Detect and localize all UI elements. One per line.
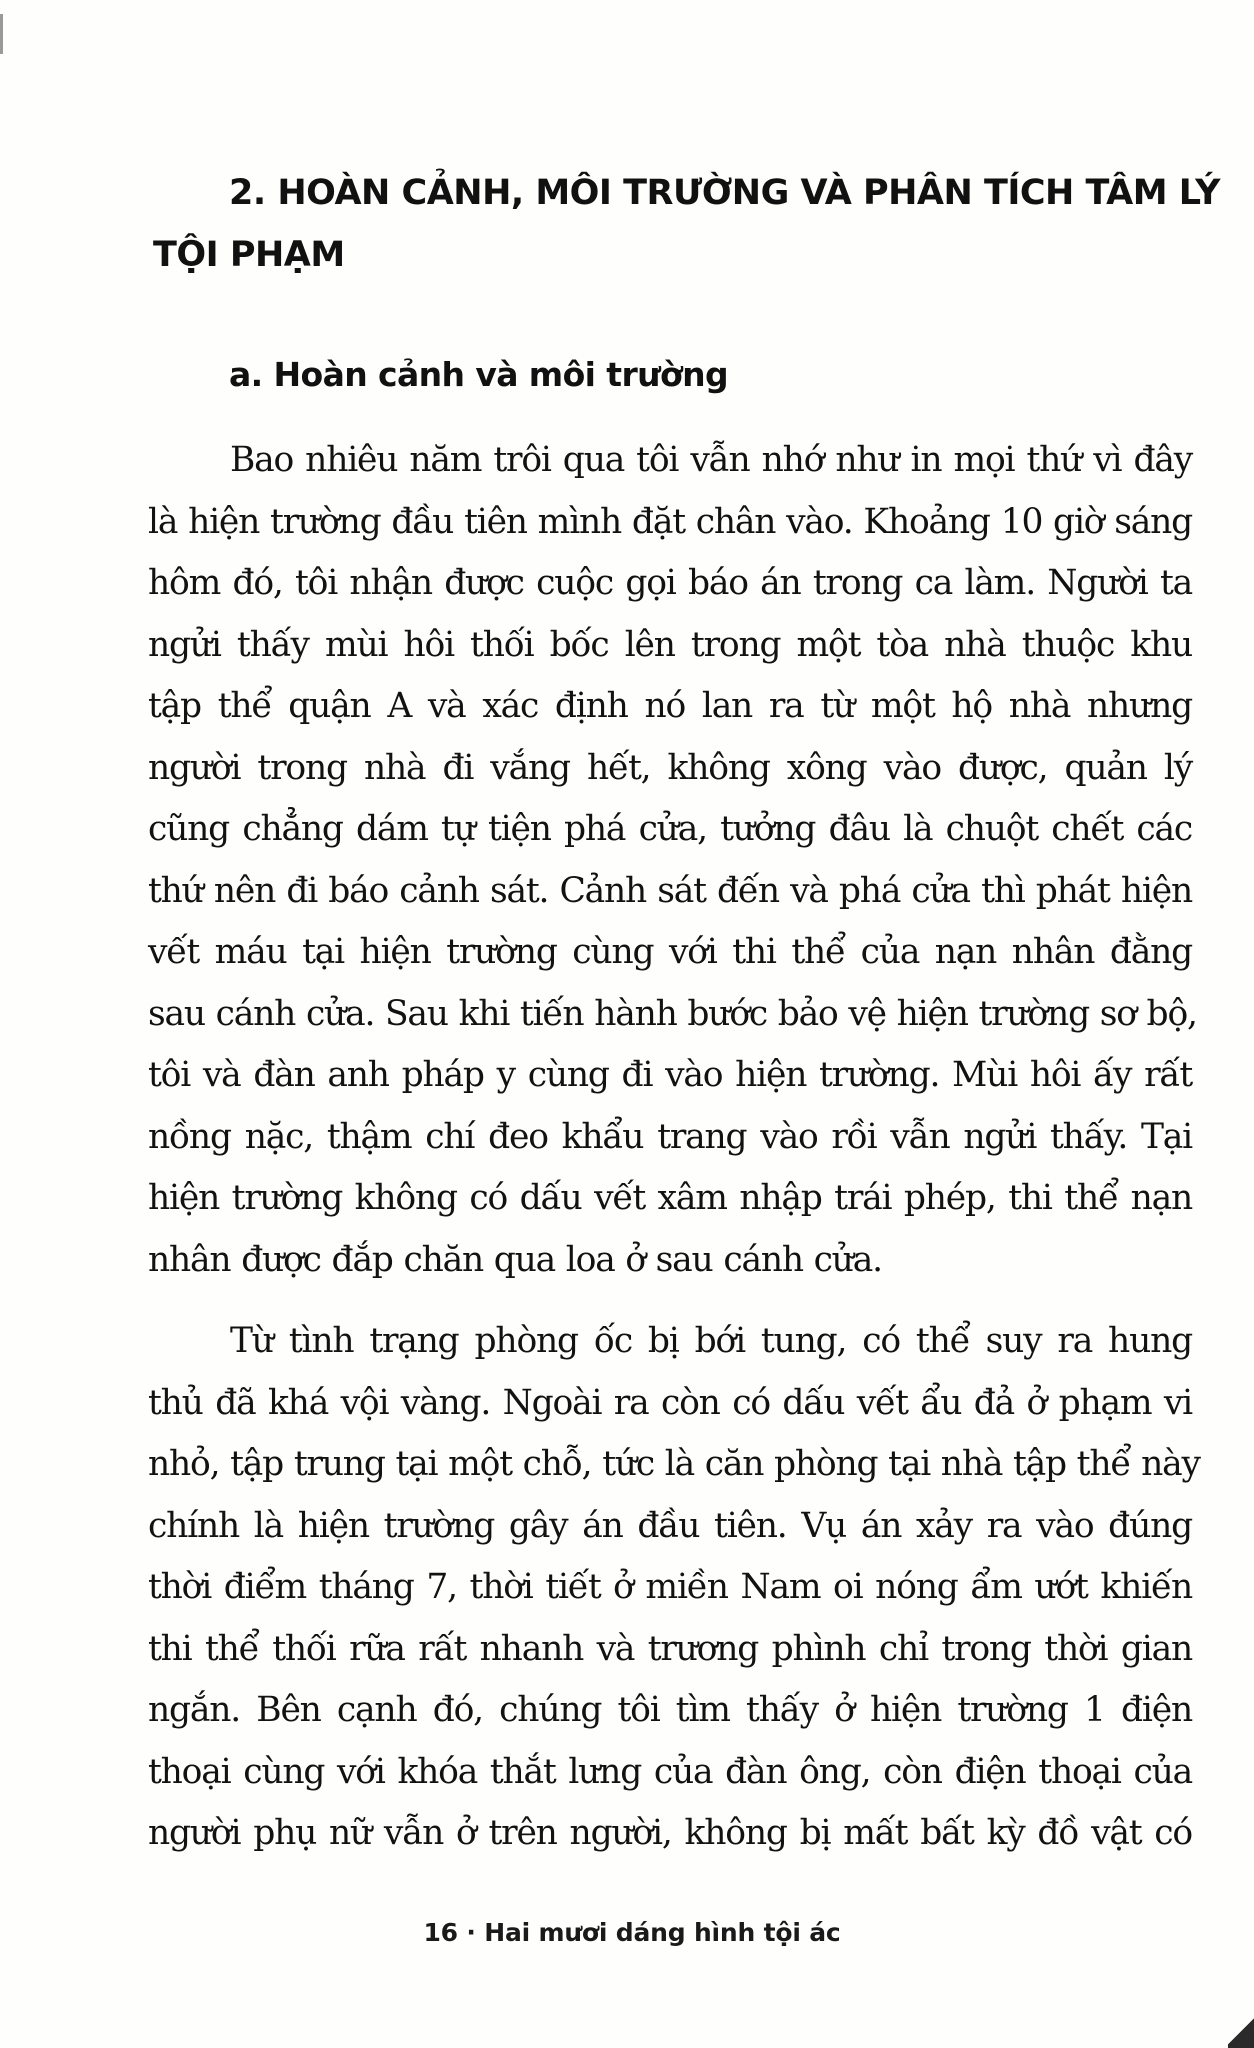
text-line: thi thể thối rữa rất nhanh và trương phình chỉ trong thời gian xyxy=(148,1628,1192,1669)
page-edge-mark xyxy=(0,14,3,54)
text-line: thời điểm tháng 7, thời tiết ở miền Nam oi nóng ẩm ướt khiến xyxy=(148,1567,1192,1607)
text-line: nồng nặc, thậm chí đeo khẩu trang vào rồi vẫn ngửi thấy. Tại xyxy=(148,1116,1192,1157)
text-line: người phụ nữ vẫn ở trên người, không bị mất bất kỳ đồ vật có xyxy=(148,1813,1192,1853)
text-line: Bao nhiêu năm trôi qua tôi vẫn nhớ như in mọi thứ vì đây xyxy=(230,440,1192,480)
text-line: vết máu tại hiện trường cùng với thi thể của nạn nhân đằng xyxy=(148,932,1192,972)
body-text xyxy=(148,430,1200,1865)
page-corner-shadow xyxy=(1228,2014,1254,2048)
text-line: ngửi thấy mùi hôi thối bốc lên trong một tòa nhà thuộc khu xyxy=(148,624,1192,665)
text-line: là hiện trường đầu tiên mình đặt chân vào. Khoảng 10 giờ sáng xyxy=(148,501,1192,542)
text-line: ngắn. Bên cạnh đó, chúng tôi tìm thấy ở hiện trường 1 điện xyxy=(148,1690,1192,1730)
page-footer xyxy=(0,1918,1254,1947)
text-line: tôi và đàn anh pháp y cùng đi vào hiện trường. Mùi hôi ấy rất xyxy=(148,1055,1192,1095)
text-line: cũng chẳng dám tự tiện phá cửa, tưởng đâu là chuột chết các xyxy=(148,809,1192,849)
text-line: tập thể quận A và xác định nó lan ra từ một hộ nhà nhưng xyxy=(148,686,1192,726)
text-line: thứ nên đi báo cảnh sát. Cảnh sát đến và phá cửa thì phát hiện xyxy=(148,870,1192,911)
section-heading xyxy=(153,162,1220,286)
page-number: 16 xyxy=(423,1918,458,1947)
text-line: thủ đã khá vội vàng. Ngoài ra còn có dấu vết ẩu đả ở phạm vi xyxy=(148,1382,1192,1423)
text-line: hôm đó, tôi nhận được cuộc gọi báo án trong ca làm. Người ta xyxy=(148,563,1192,603)
text-line: Từ tình trạng phòng ốc bị bới tung, có thể suy ra hung xyxy=(230,1321,1192,1361)
paragraph-2 xyxy=(148,1311,1200,1865)
text-line: chính là hiện trường gây án đầu tiên. Vụ án xảy ra vào đúng xyxy=(148,1505,1192,1546)
text-line: người trong nhà đi vắng hết, không xông vào được, quản lý xyxy=(148,747,1192,788)
section-heading-line-1: 2. HOÀN CẢNH, MÔI TRƯỜNG VÀ PHÂN TÍCH TÂM LÝ xyxy=(229,173,1220,213)
text-line: hiện trường không có dấu vết xâm nhập trái phép, thi thể nạn xyxy=(148,1178,1192,1218)
text-line: nhân được đắp chăn qua loa ở sau cánh cửa. xyxy=(148,1239,882,1280)
text-line: nhỏ, tập trung tại một chỗ, tức là căn phòng tại nhà tập thể này xyxy=(148,1444,1200,1484)
text-line: thoại cùng với khóa thắt lưng của đàn ông, còn điện thoại của xyxy=(148,1751,1192,1792)
book-title: Hai mươi dáng hình tội ác xyxy=(484,1918,841,1947)
subsection-heading: a. Hoàn cảnh và môi trường xyxy=(229,355,728,394)
paragraph-1 xyxy=(148,430,1197,1291)
footer-separator: · xyxy=(466,1918,476,1947)
section-heading-line-2: TỘI PHẠM xyxy=(153,235,345,275)
text-line: sau cánh cửa. Sau khi tiến hành bước bảo vệ hiện trường sơ bộ, xyxy=(148,993,1197,1034)
